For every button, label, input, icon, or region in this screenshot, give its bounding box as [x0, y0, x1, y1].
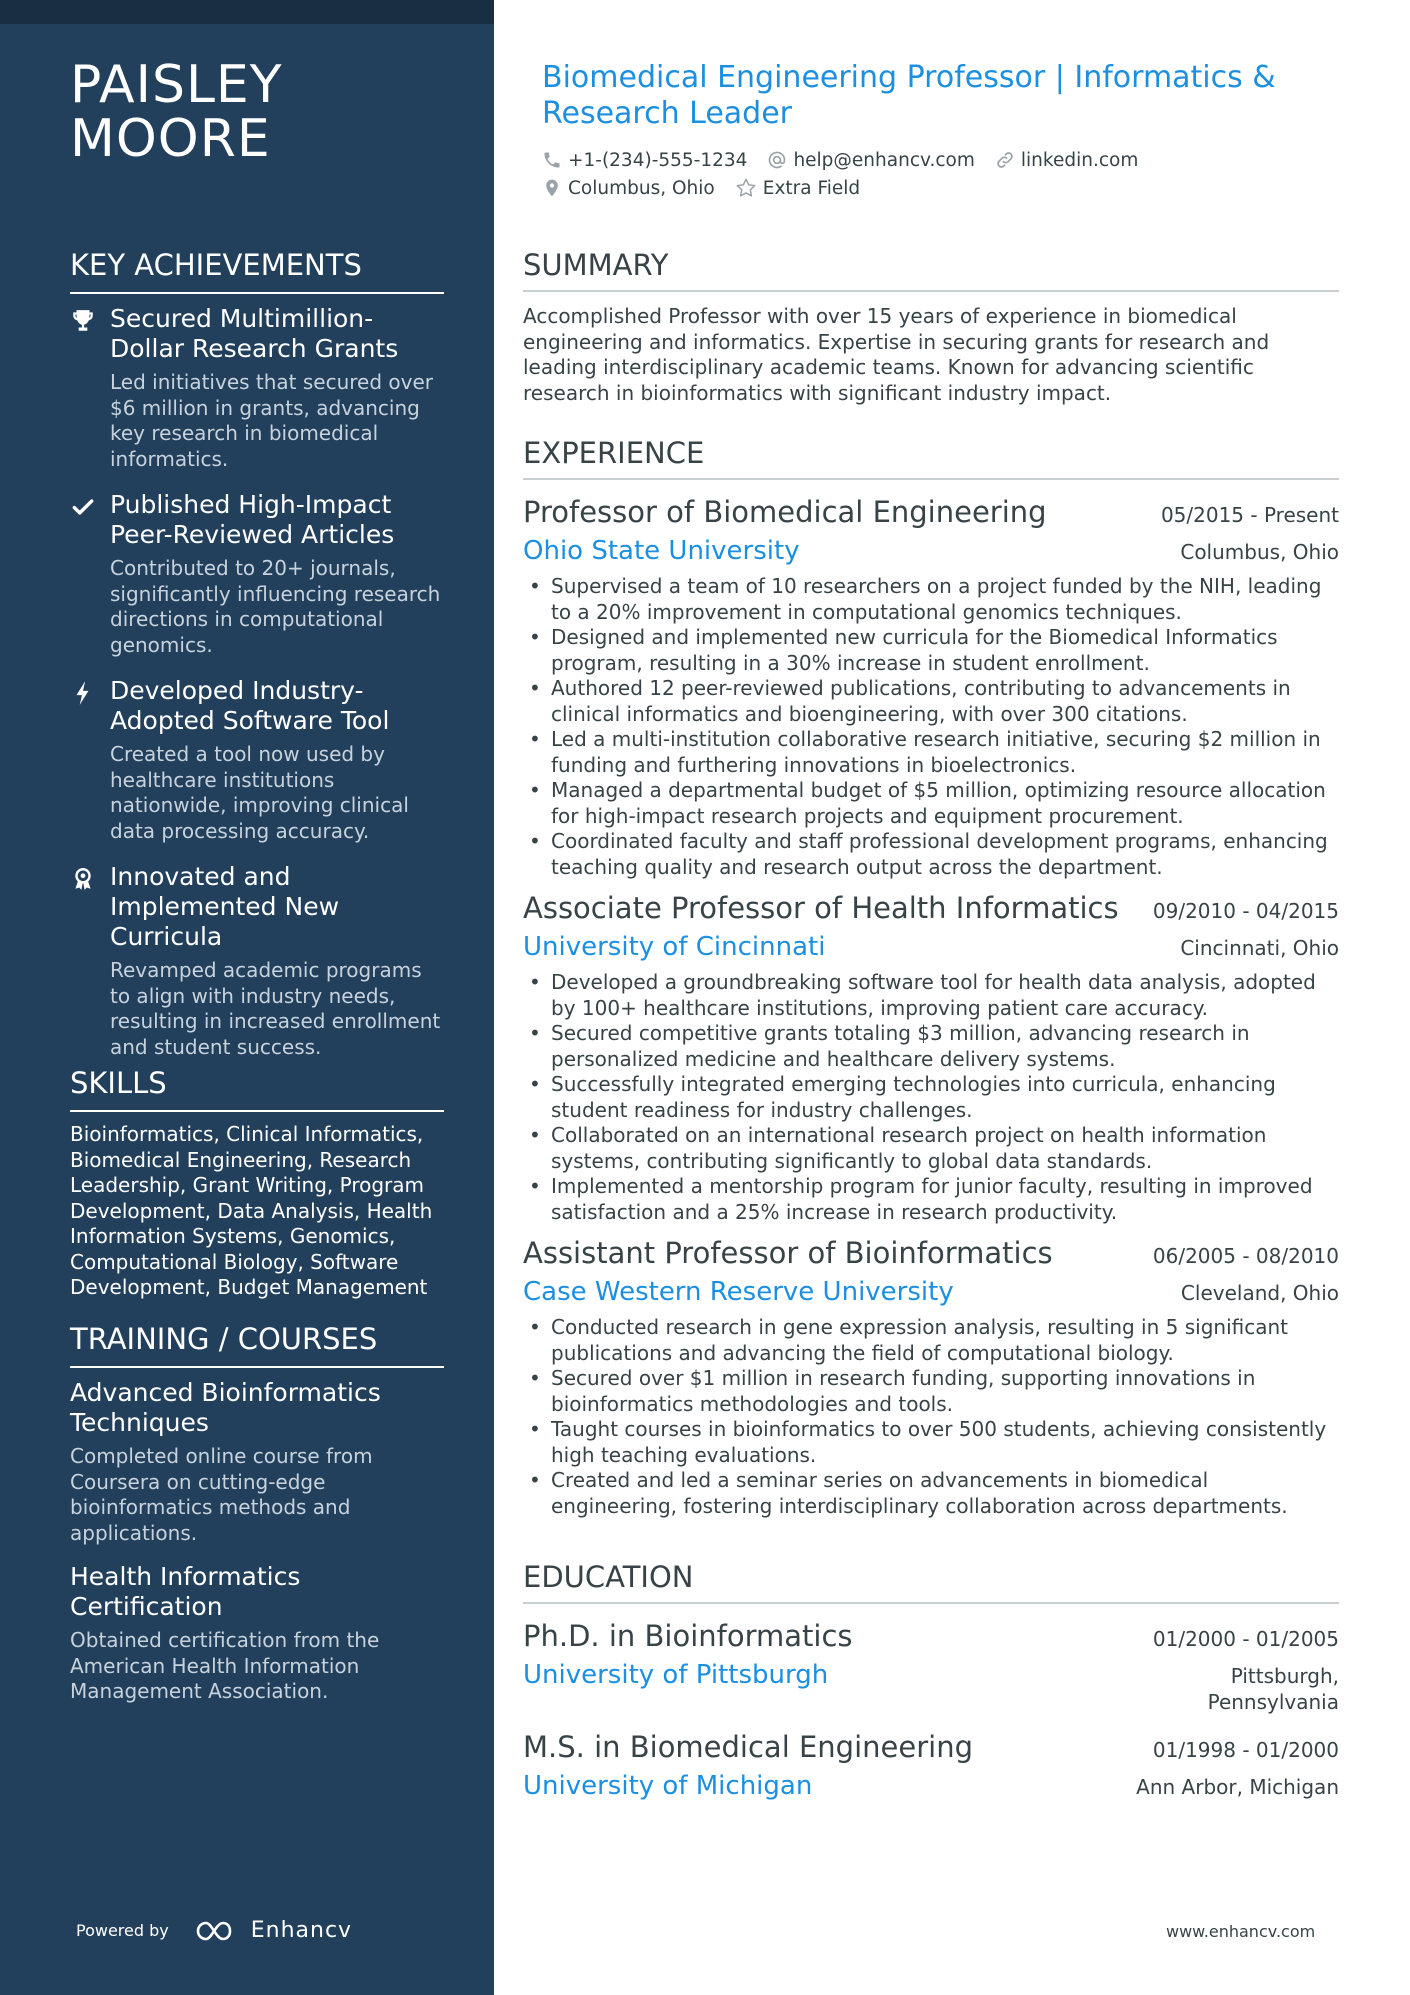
job-entry [523, 888, 1339, 1225]
link-contact[interactable] [995, 150, 1138, 171]
section-title: TRAINING / COURSES [70, 1322, 444, 1368]
section-title: SKILLS [70, 1066, 444, 1112]
bullet-item: • Secured over $1 million in research funding, supporting innovations in bioinformatics methodologies and tools. [523, 1366, 1339, 1417]
job-title: Associate Professor of Health Informatics [523, 891, 1119, 925]
job-title: Professor of Biomedical Engineering [523, 495, 1047, 529]
skills-list: Bioinformatics, Clinical Informatics, Biomedical Engineering, Research Leadership, Grant Writing, Program Development, Data Analysis, Health Information Systems, Genomics, Computational Biology, Software Development, Budget Management [70, 1122, 433, 1299]
sidebar-top-bar [0, 0, 494, 24]
job-entry [523, 1233, 1339, 1519]
education-section [523, 1560, 1339, 1817]
lightning-icon [70, 680, 96, 706]
checkmark-icon [70, 494, 96, 520]
bullet-item: • Designed and implemented new curricula for the Biomedical Informatics program, resulting in a 30% increase in student enrollment. [523, 625, 1339, 676]
bullet-item: • Conducted research in gene expression analysis, resulting in 5 significant publications and advancing the field of computational biology. [523, 1315, 1339, 1366]
trophy-icon [70, 308, 96, 334]
phone-contact[interactable] [542, 150, 747, 171]
section-title: KEY ACHIEVEMENTS [70, 248, 444, 294]
achievement-title: Developed Industry-Adopted Software Tool [110, 676, 390, 735]
powered-by [76, 1918, 352, 1943]
school-name: University of Michigan [523, 1771, 813, 1801]
job-dates: 06/2005 - 08/2010 [1152, 1244, 1339, 1268]
award-icon [70, 866, 96, 892]
education-dates: 01/1998 - 01/2000 [1152, 1738, 1339, 1762]
achievement-item [70, 490, 444, 658]
email-address: help@enhancv.com [793, 149, 975, 171]
achievement-title: Published High-Impact Peer-Reviewed Articles [110, 490, 395, 549]
job-title: Assistant Professor of Bioinformatics [523, 1236, 1053, 1270]
contact-info [542, 146, 1332, 202]
location-contact [542, 178, 715, 199]
bullet-item: • Managed a departmental budget of $5 million, optimizing resource allocation for high-impact research projects and equipment procurement. [523, 778, 1339, 829]
education-entry [523, 1727, 1339, 1805]
course-description: Obtained certification from the American Health Information Management Association. [70, 1628, 380, 1703]
job-location: Cincinnati, Ohio [1180, 936, 1339, 960]
enhancv-logo-icon [195, 1919, 241, 1943]
achievement-item [70, 676, 444, 844]
achievement-title: Secured Multimillion-Dollar Research Grants [110, 304, 399, 363]
job-bullets [523, 1315, 1339, 1519]
training-section [70, 1322, 444, 1721]
summary-section [523, 248, 1339, 406]
headline: Biomedical Engineering Professor | Informatics & Research Leader [542, 60, 1276, 131]
location-pin-icon [542, 178, 562, 198]
education-location-line: Pennsylvania [1207, 1689, 1339, 1714]
link-text: linkedin.com [1020, 149, 1139, 171]
extra-field-contact [735, 177, 860, 199]
education-location [1208, 1664, 1339, 1715]
experience-section [523, 436, 1339, 1527]
school-name: University of Pittsburgh [523, 1660, 829, 1690]
summary-text: Accomplished Professor with over 15 years of experience in biomedical engineering and informatics. Expertise in securing grants for research and leading interdisciplinary academic teams. Known for advancing scientific research in bioinformatics with significant industry impact. [523, 304, 1270, 405]
course-description: Completed online course from Coursera on cutting-edge bioinformatics methods and applications. [70, 1444, 373, 1545]
phone-icon [542, 150, 562, 170]
achievement-description: Led initiatives that secured over $6 million in grants, advancing key research in biomedical informatics. [110, 370, 434, 471]
job-company: Case Western Reserve University [523, 1277, 954, 1307]
education-entry [523, 1616, 1339, 1715]
section-title: EDUCATION [523, 1560, 1339, 1604]
degree: M.S. in Biomedical Engineering [523, 1730, 973, 1764]
achievement-item [70, 862, 444, 1060]
skills-section [70, 1066, 444, 1301]
achievement-description: Created a tool now used by healthcare institutions nationwide, improving clinical data processing accuracy. [110, 742, 409, 843]
extra-field-text: Extra Field [762, 177, 861, 199]
bullet-item: • Authored 12 peer-reviewed publications, contributing to advancements in clinical informatics and bioengineering, with over 300 citations. [523, 676, 1339, 727]
at-icon [767, 150, 787, 170]
powered-by-label: Powered by [76, 1921, 169, 1940]
key-achievements-section [70, 248, 444, 1078]
course-title: Advanced Bioinformatics Techniques [70, 1378, 381, 1437]
course-item [70, 1378, 444, 1546]
achievement-description: Contributed to 20+ journals, significantly influencing research directions in computational genomics. [110, 556, 441, 657]
job-location: Cleveland, Ohio [1180, 1281, 1339, 1305]
job-bullets [523, 574, 1339, 880]
brand-logo[interactable] [195, 1918, 352, 1943]
section-title: SUMMARY [523, 248, 1339, 292]
bullet-item: • Developed a groundbreaking software tool for health data analysis, adopted by 100+ healthcare institutions, improving patient care accuracy. [523, 970, 1339, 1021]
website-link[interactable]: www.enhancv.com [1166, 1922, 1316, 1941]
bullet-item: • Led a multi-institution collaborative research initiative, securing $2 million in funding and furthering innovations in bioelectronics. [523, 727, 1339, 778]
bullet-item: • Successfully integrated emerging technologies into curricula, enhancing student readiness for industry challenges. [523, 1072, 1339, 1123]
job-dates: 09/2010 - 04/2015 [1152, 899, 1339, 923]
course-item [70, 1562, 444, 1705]
link-icon [995, 150, 1015, 170]
job-location: Columbus, Ohio [1180, 540, 1339, 564]
candidate-name [70, 55, 283, 169]
achievement-description: Revamped academic programs to align with industry needs, resulting in increased enrollment and student success. [110, 958, 441, 1059]
email-contact[interactable] [767, 150, 974, 171]
bullet-item: • Taught courses in bioinformatics to over 500 students, achieving consistently high teaching evaluations. [523, 1417, 1339, 1468]
education-location-line: Pittsburgh, [1230, 1664, 1339, 1688]
bullet-item: • Secured competitive grants totaling $3 million, advancing research in personalized medicine and healthcare delivery systems. [523, 1021, 1339, 1072]
bullet-item: • Created and led a seminar series on advancements in biomedical engineering, fostering interdisciplinary collaboration across departments. [523, 1468, 1339, 1519]
phone-number: +1-(234)-555-1234 [568, 149, 748, 171]
star-icon [735, 177, 757, 199]
bullet-item: • Supervised a team of 10 researchers on a project funded by the NIH, leading to a 20% improvement in computational genomics techniques. [523, 574, 1339, 625]
bullet-item: • Collaborated on an international research project on health information systems, contributing significantly to global data standards. [523, 1123, 1339, 1174]
job-company: Ohio State University [523, 536, 800, 566]
sidebar [0, 0, 494, 1995]
location-text: Columbus, Ohio [568, 177, 715, 199]
achievement-title: Innovated and Implemented New Curricula [110, 862, 340, 951]
course-title: Health Informatics Certification [70, 1562, 301, 1621]
job-bullets [523, 970, 1339, 1225]
education-dates: 01/2000 - 01/2005 [1152, 1627, 1339, 1651]
degree: Ph.D. in Bioinformatics [523, 1619, 853, 1653]
bullet-item: • Coordinated faculty and staff professional development programs, enhancing teaching quality and research output across the department. [523, 829, 1339, 880]
section-title: EXPERIENCE [523, 436, 1339, 480]
achievement-item [70, 304, 444, 472]
name-line-1: PAISLEY [70, 55, 283, 115]
bullet-item: • Implemented a mentorship program for junior faculty, resulting in improved satisfaction and a 25% increase in research productivity. [523, 1174, 1339, 1225]
brand-name: Enhancv [250, 1918, 353, 1943]
job-company: University of Cincinnati [523, 932, 826, 962]
job-dates: 05/2015 - Present [1160, 503, 1339, 527]
education-location: Ann Arbor, Michigan [1136, 1775, 1339, 1799]
job-entry [523, 492, 1339, 880]
name-line-2: MOORE [70, 109, 271, 169]
